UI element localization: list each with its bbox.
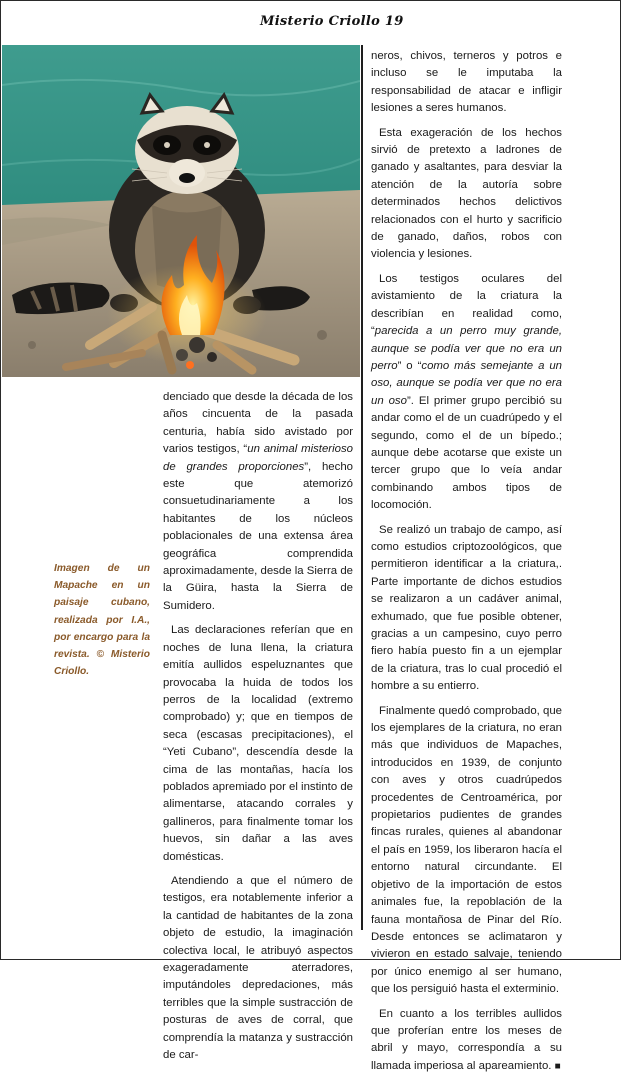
quoted-text: parecida a un perro muy grande, aunque se podía ver que no era un perro bbox=[371, 325, 562, 372]
paragraph-text: Los testigos oculares del avistamiento de la criatura la describían en realidad como, “ bbox=[371, 272, 562, 338]
quoted-text: como más semejante a un oso, aunque se podía ver que no era un oso bbox=[371, 359, 562, 407]
page-header bbox=[0, 0, 621, 44]
paragraph-text: ” o “ bbox=[397, 359, 422, 372]
paragraph-text: neros, chivos, terneros y potros e incluso se le imputaba la responsabilidad de atacar e infligir lesiones a seres humanos. bbox=[371, 50, 562, 115]
paragraph-text: Las declaraciones referían que en noches de luna llena, la criatura emitía aullidos espeluznantes que provocaba la huida de todos los perros de la localidad (extremo comprobado) y; que en tiempos de seca (escasas precipitaciones), el “Yeti Cubano”, descendía desde la cima de las montañas, hacía los poblados apremiado por el instinto de alimentarse, atacando corrales y gallineros, para finalmente tomar los huevos, sin dañar a las aves domésticas. bbox=[163, 624, 353, 863]
paragraph-text: ”, hecho este que atemorizó consuetudinariamente a los habitantes de los núcleos poblacionales de una extensa área geográfica comprendida aproximadamente, desde la Sierra de la Güira, hasta la Sierra de Sumidero. bbox=[163, 460, 353, 612]
paragraph-text: En cuanto a los terribles aullidos que proferían entre los meses de abril y mayo, correspondía a su llamada imperiosa al apareamiento. bbox=[371, 1007, 562, 1072]
paragraph-text: Se realizó un trabajo de campo, así como estudios criptozoológicos, que permitieron identificar a la criatura,. Parte importante de dichos estudios se realizaron a un cadáver animal, exhumado, que fue posible obtener, gracias a un campesino, cuyo perro fiero había puesto fin a un ejemplar de la criatura, tras lo cual procedió el hombre a su entierro. bbox=[371, 523, 562, 693]
paragraph-text: ”. El primer grupo percibió su andar como el de un cuadrúpedo y el segundo, como el de un bípedo.; aunque debe acotarse que existe un tercer grupo que lo veía andar combinando ambos tipos de locomoción. bbox=[371, 394, 562, 512]
photo-caption: Imagen de un Mapache en un paisaje cubano, realizada por I.A., por encargo para la revista. © Misterio Criollo. bbox=[54, 563, 150, 678]
article-paragraph bbox=[371, 271, 562, 515]
paragraph-text: denciado que desde la década de los años cincuenta de la pasada centuria, había sido avistado por varios testigos, “ bbox=[163, 391, 353, 456]
article-paragraph bbox=[371, 522, 562, 696]
article-column-right bbox=[371, 48, 562, 1082]
article-paragraph bbox=[371, 1006, 562, 1076]
paragraph-text: Finalmente quedó comprobado, que los ejemplares de la criatura, no eran más que individuos de Mapaches, introducidos en 1939, de conjunto con aves y otros cuadrúpedos procedentes de Centroamérica, por propietarios pudientes de grandes fincas rurales, quienes al abandonar el país en 1959, los liberaron hacía el entorno natural circundante. El objetivo de la importación de estos animales fue, la repoblación de la fauna montañosa de Pinar del Río. Desde entonces se aclimataron y vivieron en estado salvaje, teniendo por único enemigo al ser humano, que los persiguió hasta el exterminio. bbox=[371, 704, 563, 996]
article-photo bbox=[2, 45, 360, 377]
article-column-left bbox=[163, 389, 353, 1071]
quoted-text: un animal misterioso de grandes proporciones bbox=[163, 443, 353, 473]
article-paragraph bbox=[163, 389, 353, 615]
end-mark: ■ bbox=[554, 1060, 561, 1072]
article-paragraph bbox=[371, 48, 562, 118]
column-divider bbox=[361, 45, 363, 930]
article-paragraph bbox=[163, 873, 353, 1064]
paragraph-text: Esta exageración de los hechos sirvió de pretexto a ladrones de ganado y asaltantes, para desviar la atención de la autoría sobre determinados hechos delictivos relacionados con el hurto y sacrificio de ganado, daños, robos con violencia y lesiones. bbox=[371, 126, 562, 261]
raccoon-campfire-photo bbox=[2, 45, 360, 377]
article-paragraph bbox=[163, 622, 353, 866]
article-paragraph bbox=[371, 125, 562, 264]
magazine-title: Misterio Criollo 19 bbox=[260, 14, 404, 29]
paragraph-text: Atendiendo a que el número de testigos, era notablemente inferior a la cantidad de habitantes de la zona objeto de estudio, la imaginación colectiva local, le atribuyó aspectos exageradamente aterradores, imputándoles depredaciones, más terribles que la simple sustracción de posturas de aves de corral, que comprendía la matanza y sustracción de car- bbox=[163, 874, 353, 1062]
article-paragraph bbox=[371, 703, 562, 999]
